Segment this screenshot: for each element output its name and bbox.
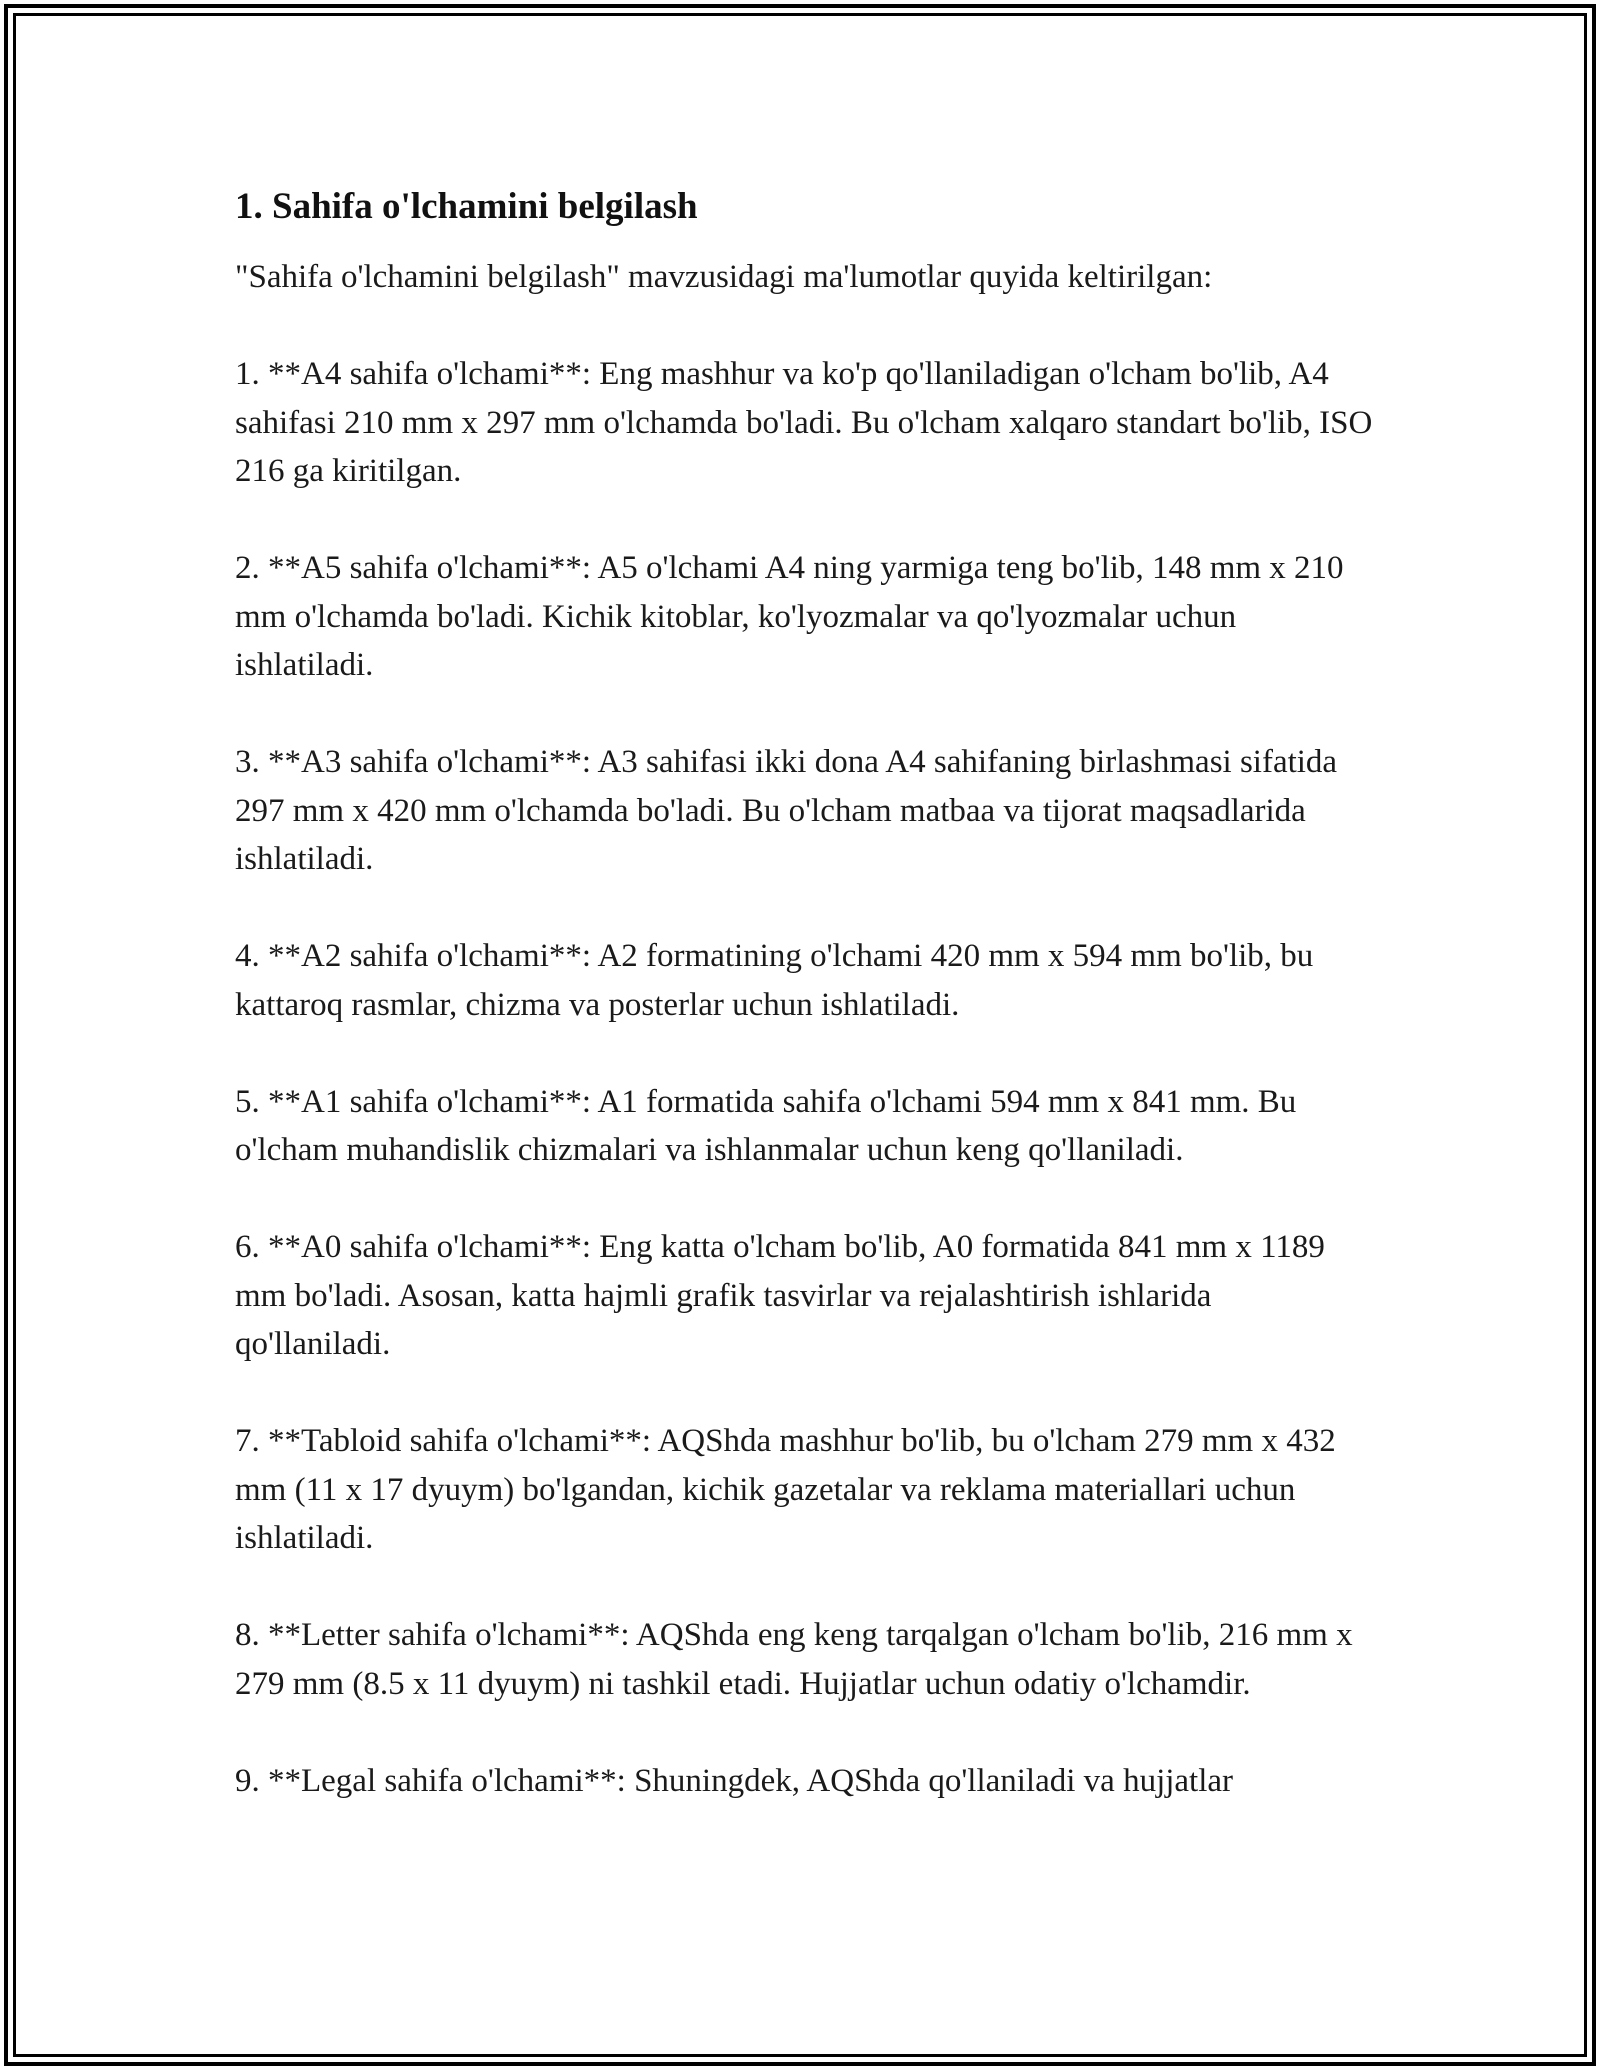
list-item: 1. **A4 sahifa o'lchami**: Eng mashhur va ko'p qo'llaniladigan o'lcham bo'lib, A4 sahifasi 210 mm x 297 mm o'lchamda bo'ladi. Bu o'lcham xalqaro standart bo'lib, ISO 216 ga kiritilgan. [235,356,1373,489]
list-item: 8. **Letter sahifa o'lchami**: AQShda eng keng tarqalgan o'lcham bo'lib, 216 mm x 279 mm (8.5 x 11 dyuym) ni tashkil etadi. Hujjatlar uchun odatiy o'lchamdir. [235,1617,1353,1702]
list-item: 5. **A1 sahifa o'lchami**: A1 formatida sahifa o'lchami 594 mm x 841 mm. Bu o'lcham muhandislik chizmalari va ishlanmalar uchun keng qo'llaniladi. [235,1083,1297,1168]
intro-paragraph: "Sahifa o'lchamini belgilash" mavzusidagi ma'lumotlar quyida keltirilgan: [235,259,1213,295]
document-body [235,183,1375,1854]
list-item: 3. **A3 sahifa o'lchami**: A3 sahifasi ikki dona A4 sahifaning birlashmasi sifatida 297 mm x 420 mm o'lchamda bo'ladi. Bu o'lcham matbaa va tijorat maqsadlarida ishlatiladi. [235,744,1338,877]
list-item: 4. **A2 sahifa o'lchami**: A2 formatining o'lchami 420 mm x 594 mm bo'lib, bu kattaroq rasmlar, chizma va posterlar uchun ishlatiladi. [235,938,1314,1023]
list-item: 9. **Legal sahifa o'lchami**: Shuningdek, AQShda qo'llaniladi va hujjatlar [235,1762,1234,1799]
list-item: 6. **A0 sahifa o'lchami**: Eng katta o'lcham bo'lib, A0 formatida 841 mm x 1189 mm bo'ladi. Asosan, katta hajmli grafik tasvirlar va rejalashtirish ishlarida qo'llaniladi. [235,1229,1325,1362]
document-title: 1. Sahifa o'lchamini belgilash [235,186,698,227]
list-item: 7. **Tabloid sahifa o'lchami**: AQShda mashhur bo'lib, bu o'lcham 279 mm x 432 mm (11 x 17 dyuym) bo'lgandan, kichik gazetalar va reklama materiallari uchun ishlatiladi. [235,1423,1336,1556]
list-item: 2. **A5 sahifa o'lchami**: A5 o'lchami A4 ning yarmiga teng bo'lib, 148 mm x 210 mm o'lchamda bo'ladi. Kichik kitoblar, ko'lyozmalar va qo'lyozmalar uchun ishlatiladi. [235,550,1344,683]
